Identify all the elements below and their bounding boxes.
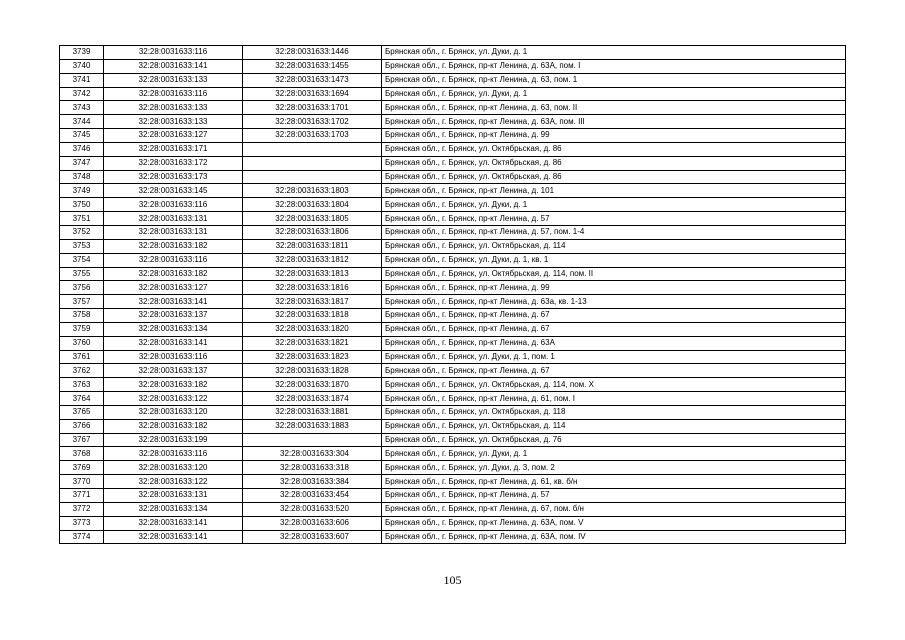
object-cadastral-number-cell: 32:28:0031633:1870 bbox=[243, 378, 382, 392]
address-cell: Брянская обл., г. Брянск, пр-кт Ленина, д. 63А bbox=[382, 336, 846, 350]
row-number-cell: 3749 bbox=[60, 184, 104, 198]
address-cell: Брянская обл., г. Брянск, пр-кт Ленина, д. 63А, пом. III bbox=[382, 115, 846, 129]
parcel-cadastral-number-cell: 32:28:0031633:116 bbox=[104, 447, 243, 461]
table-row bbox=[60, 59, 846, 73]
object-cadastral-number-cell: 32:28:0031633:1820 bbox=[243, 322, 382, 336]
address-cell: Брянская обл., г. Брянск, ул. Октябрьская, д. 86 bbox=[382, 170, 846, 184]
parcel-cadastral-number-cell: 32:28:0031633:116 bbox=[104, 198, 243, 212]
address-cell: Брянская обл., г. Брянск, ул. Октябрьская, д. 86 bbox=[382, 156, 846, 170]
row-number-cell: 3742 bbox=[60, 87, 104, 101]
object-cadastral-number-cell: 32:28:0031633:1881 bbox=[243, 405, 382, 419]
address-cell: Брянская обл., г. Брянск, пр-кт Ленина, д. 57 bbox=[382, 489, 846, 503]
address-cell: Брянская обл., г. Брянск, пр-кт Ленина, д. 63, пом. II bbox=[382, 101, 846, 115]
row-number-cell: 3747 bbox=[60, 156, 104, 170]
table-row bbox=[60, 142, 846, 156]
row-number-cell: 3774 bbox=[60, 530, 104, 544]
table-row bbox=[60, 419, 846, 433]
address-cell: Брянская обл., г. Брянск, ул. Дуки, д. 3, пом. 2 bbox=[382, 461, 846, 475]
table-row bbox=[60, 170, 846, 184]
parcel-cadastral-number-cell: 32:28:0031633:141 bbox=[104, 59, 243, 73]
table-row bbox=[60, 239, 846, 253]
table-row bbox=[60, 212, 846, 226]
object-cadastral-number-cell: 32:28:0031633:1803 bbox=[243, 184, 382, 198]
table-row bbox=[60, 322, 846, 336]
row-number-cell: 3763 bbox=[60, 378, 104, 392]
row-number-cell: 3748 bbox=[60, 170, 104, 184]
row-number-cell: 3762 bbox=[60, 364, 104, 378]
object-cadastral-number-cell: 32:28:0031633:1455 bbox=[243, 59, 382, 73]
parcel-cadastral-number-cell: 32:28:0031633:134 bbox=[104, 502, 243, 516]
parcel-cadastral-number-cell: 32:28:0031633:116 bbox=[104, 87, 243, 101]
table-row bbox=[60, 336, 846, 350]
address-cell: Брянская обл., г. Брянск, ул. Дуки, д. 1, кв. 1 bbox=[382, 253, 846, 267]
page-number: 105 bbox=[443, 573, 462, 587]
table-row bbox=[60, 405, 846, 419]
object-cadastral-number-cell: 32:28:0031633:1818 bbox=[243, 309, 382, 323]
object-cadastral-number-cell: 32:28:0031633:520 bbox=[243, 502, 382, 516]
object-cadastral-number-cell: 32:28:0031633:1812 bbox=[243, 253, 382, 267]
row-number-cell: 3760 bbox=[60, 336, 104, 350]
parcel-cadastral-number-cell: 32:28:0031633:116 bbox=[104, 350, 243, 364]
table-row bbox=[60, 101, 846, 115]
row-number-cell: 3764 bbox=[60, 392, 104, 406]
object-cadastral-number-cell: 32:28:0031633:1874 bbox=[243, 392, 382, 406]
row-number-cell: 3752 bbox=[60, 225, 104, 239]
row-number-cell: 3743 bbox=[60, 101, 104, 115]
row-number-cell: 3741 bbox=[60, 73, 104, 87]
address-cell: Брянская обл., г. Брянск, пр-кт Ленина, д. 63, пом. 1 bbox=[382, 73, 846, 87]
row-number-cell: 3769 bbox=[60, 461, 104, 475]
row-number-cell: 3766 bbox=[60, 419, 104, 433]
parcel-cadastral-number-cell: 32:28:0031633:173 bbox=[104, 170, 243, 184]
row-number-cell: 3754 bbox=[60, 253, 104, 267]
address-cell: Брянская обл., г. Брянск, ул. Октябрьская, д. 114 bbox=[382, 239, 846, 253]
parcel-cadastral-number-cell: 32:28:0031633:127 bbox=[104, 281, 243, 295]
object-cadastral-number-cell bbox=[243, 433, 382, 447]
address-cell: Брянская обл., г. Брянск, ул. Октябрьская, д. 118 bbox=[382, 405, 846, 419]
table-row bbox=[60, 364, 846, 378]
object-cadastral-number-cell: 32:28:0031633:606 bbox=[243, 516, 382, 530]
object-cadastral-number-cell: 32:28:0031633:607 bbox=[243, 530, 382, 544]
table-row bbox=[60, 475, 846, 489]
address-cell: Брянская обл., г. Брянск, пр-кт Ленина, д. 67 bbox=[382, 309, 846, 323]
parcel-cadastral-number-cell: 32:28:0031633:116 bbox=[104, 46, 243, 60]
row-number-cell: 3755 bbox=[60, 267, 104, 281]
table-row bbox=[60, 392, 846, 406]
row-number-cell: 3765 bbox=[60, 405, 104, 419]
parcel-cadastral-number-cell: 32:28:0031633:137 bbox=[104, 309, 243, 323]
object-cadastral-number-cell: 32:28:0031633:454 bbox=[243, 489, 382, 503]
object-cadastral-number-cell: 32:28:0031633:384 bbox=[243, 475, 382, 489]
object-cadastral-number-cell: 32:28:0031633:1816 bbox=[243, 281, 382, 295]
row-number-cell: 3758 bbox=[60, 309, 104, 323]
table-row bbox=[60, 115, 846, 129]
object-cadastral-number-cell: 32:28:0031633:1805 bbox=[243, 212, 382, 226]
address-cell: Брянская обл., г. Брянск, ул. Октябрьская, д. 114, пом. II bbox=[382, 267, 846, 281]
address-cell: Брянская обл., г. Брянск, ул. Дуки, д. 1, пом. 1 bbox=[382, 350, 846, 364]
table-row bbox=[60, 295, 846, 309]
parcel-cadastral-number-cell: 32:28:0031633:131 bbox=[104, 489, 243, 503]
parcel-cadastral-number-cell: 32:28:0031633:182 bbox=[104, 239, 243, 253]
object-cadastral-number-cell: 32:28:0031633:1694 bbox=[243, 87, 382, 101]
address-cell: Брянская обл., г. Брянск, ул. Октябрьская, д. 86 bbox=[382, 142, 846, 156]
table-row bbox=[60, 73, 846, 87]
address-cell: Брянская обл., г. Брянск, пр-кт Ленина, д. 67 bbox=[382, 364, 846, 378]
parcel-cadastral-number-cell: 32:28:0031633:137 bbox=[104, 364, 243, 378]
object-cadastral-number-cell: 32:28:0031633:304 bbox=[243, 447, 382, 461]
parcel-cadastral-number-cell: 32:28:0031633:122 bbox=[104, 475, 243, 489]
object-cadastral-number-cell bbox=[243, 156, 382, 170]
address-cell: Брянская обл., г. Брянск, ул. Дуки, д. 1 bbox=[382, 447, 846, 461]
table-row bbox=[60, 198, 846, 212]
address-cell: Брянская обл., г. Брянск, пр-кт Ленина, д. 63А, пом. I bbox=[382, 59, 846, 73]
row-number-cell: 3770 bbox=[60, 475, 104, 489]
object-cadastral-number-cell: 32:28:0031633:1701 bbox=[243, 101, 382, 115]
object-cadastral-number-cell: 32:28:0031633:318 bbox=[243, 461, 382, 475]
parcel-cadastral-number-cell: 32:28:0031633:120 bbox=[104, 461, 243, 475]
registry-table bbox=[59, 45, 846, 544]
object-cadastral-number-cell: 32:28:0031633:1883 bbox=[243, 419, 382, 433]
row-number-cell: 3768 bbox=[60, 447, 104, 461]
parcel-cadastral-number-cell: 32:28:0031633:199 bbox=[104, 433, 243, 447]
parcel-cadastral-number-cell: 32:28:0031633:120 bbox=[104, 405, 243, 419]
row-number-cell: 3750 bbox=[60, 198, 104, 212]
object-cadastral-number-cell: 32:28:0031633:1813 bbox=[243, 267, 382, 281]
row-number-cell: 3772 bbox=[60, 502, 104, 516]
table-row bbox=[60, 267, 846, 281]
row-number-cell: 3753 bbox=[60, 239, 104, 253]
table-row bbox=[60, 489, 846, 503]
row-number-cell: 3757 bbox=[60, 295, 104, 309]
row-number-cell: 3767 bbox=[60, 433, 104, 447]
table-row bbox=[60, 184, 846, 198]
table-row bbox=[60, 447, 846, 461]
object-cadastral-number-cell: 32:28:0031633:1446 bbox=[243, 46, 382, 60]
parcel-cadastral-number-cell: 32:28:0031633:141 bbox=[104, 516, 243, 530]
address-cell: Брянская обл., г. Брянск, ул. Дуки, д. 1 bbox=[382, 87, 846, 101]
object-cadastral-number-cell bbox=[243, 170, 382, 184]
parcel-cadastral-number-cell: 32:28:0031633:122 bbox=[104, 392, 243, 406]
table-row bbox=[60, 46, 846, 60]
parcel-cadastral-number-cell: 32:28:0031633:141 bbox=[104, 530, 243, 544]
parcel-cadastral-number-cell: 32:28:0031633:141 bbox=[104, 336, 243, 350]
address-cell: Брянская обл., г. Брянск, пр-кт Ленина, д. 99 bbox=[382, 281, 846, 295]
address-cell: Брянская обл., г. Брянск, пр-кт Ленина, д. 63А, пом. V bbox=[382, 516, 846, 530]
row-number-cell: 3744 bbox=[60, 115, 104, 129]
parcel-cadastral-number-cell: 32:28:0031633:141 bbox=[104, 295, 243, 309]
object-cadastral-number-cell: 32:28:0031633:1804 bbox=[243, 198, 382, 212]
object-cadastral-number-cell: 32:28:0031633:1806 bbox=[243, 225, 382, 239]
parcel-cadastral-number-cell: 32:28:0031633:182 bbox=[104, 378, 243, 392]
row-number-cell: 3771 bbox=[60, 489, 104, 503]
table-row bbox=[60, 253, 846, 267]
address-cell: Брянская обл., г. Брянск, пр-кт Ленина, д. 99 bbox=[382, 129, 846, 143]
parcel-cadastral-number-cell: 32:28:0031633:171 bbox=[104, 142, 243, 156]
row-number-cell: 3773 bbox=[60, 516, 104, 530]
row-number-cell: 3739 bbox=[60, 46, 104, 60]
table-row bbox=[60, 378, 846, 392]
parcel-cadastral-number-cell: 32:28:0031633:133 bbox=[104, 73, 243, 87]
object-cadastral-number-cell: 32:28:0031633:1702 bbox=[243, 115, 382, 129]
row-number-cell: 3751 bbox=[60, 212, 104, 226]
object-cadastral-number-cell: 32:28:0031633:1821 bbox=[243, 336, 382, 350]
table-row bbox=[60, 87, 846, 101]
row-number-cell: 3740 bbox=[60, 59, 104, 73]
table-row bbox=[60, 530, 846, 544]
parcel-cadastral-number-cell: 32:28:0031633:182 bbox=[104, 419, 243, 433]
table-row bbox=[60, 433, 846, 447]
row-number-cell: 3759 bbox=[60, 322, 104, 336]
registry-table-body bbox=[60, 46, 846, 544]
address-cell: Брянская обл., г. Брянск, пр-кт Ленина, д. 57, пом. 1-4 bbox=[382, 225, 846, 239]
parcel-cadastral-number-cell: 32:28:0031633:133 bbox=[104, 101, 243, 115]
address-cell: Брянская обл., г. Брянск, пр-кт Ленина, д. 63а, кв. 1-13 bbox=[382, 295, 846, 309]
table-row bbox=[60, 225, 846, 239]
row-number-cell: 3745 bbox=[60, 129, 104, 143]
address-cell: Брянская обл., г. Брянск, пр-кт Ленина, д. 67, пом. б/н bbox=[382, 502, 846, 516]
parcel-cadastral-number-cell: 32:28:0031633:182 bbox=[104, 267, 243, 281]
table-row bbox=[60, 516, 846, 530]
object-cadastral-number-cell: 32:28:0031633:1473 bbox=[243, 73, 382, 87]
address-cell: Брянская обл., г. Брянск, пр-кт Ленина, д. 61, кв. б/н bbox=[382, 475, 846, 489]
address-cell: Брянская обл., г. Брянск, ул. Октябрьская, д. 76 bbox=[382, 433, 846, 447]
address-cell: Брянская обл., г. Брянск, ул. Дуки, д. 1 bbox=[382, 46, 846, 60]
row-number-cell: 3756 bbox=[60, 281, 104, 295]
address-cell: Брянская обл., г. Брянск, пр-кт Ленина, д. 63А, пом. IV bbox=[382, 530, 846, 544]
parcel-cadastral-number-cell: 32:28:0031633:127 bbox=[104, 129, 243, 143]
object-cadastral-number-cell: 32:28:0031633:1817 bbox=[243, 295, 382, 309]
parcel-cadastral-number-cell: 32:28:0031633:145 bbox=[104, 184, 243, 198]
object-cadastral-number-cell: 32:28:0031633:1828 bbox=[243, 364, 382, 378]
object-cadastral-number-cell: 32:28:0031633:1703 bbox=[243, 129, 382, 143]
row-number-cell: 3761 bbox=[60, 350, 104, 364]
object-cadastral-number-cell bbox=[243, 142, 382, 156]
parcel-cadastral-number-cell: 32:28:0031633:116 bbox=[104, 253, 243, 267]
address-cell: Брянская обл., г. Брянск, пр-кт Ленина, д. 67 bbox=[382, 322, 846, 336]
parcel-cadastral-number-cell: 32:28:0031633:131 bbox=[104, 225, 243, 239]
address-cell: Брянская обл., г. Брянск, ул. Октябрьская, д. 114, пом. X bbox=[382, 378, 846, 392]
parcel-cadastral-number-cell: 32:28:0031633:172 bbox=[104, 156, 243, 170]
table-row bbox=[60, 502, 846, 516]
address-cell: Брянская обл., г. Брянск, пр-кт Ленина, д. 61, пом. I bbox=[382, 392, 846, 406]
parcel-cadastral-number-cell: 32:28:0031633:131 bbox=[104, 212, 243, 226]
object-cadastral-number-cell: 32:28:0031633:1823 bbox=[243, 350, 382, 364]
address-cell: Брянская обл., г. Брянск, пр-кт Ленина, д. 101 bbox=[382, 184, 846, 198]
address-cell: Брянская обл., г. Брянск, ул. Дуки, д. 1 bbox=[382, 198, 846, 212]
table-row bbox=[60, 309, 846, 323]
table-row bbox=[60, 281, 846, 295]
parcel-cadastral-number-cell: 32:28:0031633:133 bbox=[104, 115, 243, 129]
table-row bbox=[60, 156, 846, 170]
row-number-cell: 3746 bbox=[60, 142, 104, 156]
table-row bbox=[60, 461, 846, 475]
parcel-cadastral-number-cell: 32:28:0031633:134 bbox=[104, 322, 243, 336]
address-cell: Брянская обл., г. Брянск, ул. Октябрьская, д. 114 bbox=[382, 419, 846, 433]
address-cell: Брянская обл., г. Брянск, пр-кт Ленина, д. 57 bbox=[382, 212, 846, 226]
table-row bbox=[60, 129, 846, 143]
object-cadastral-number-cell: 32:28:0031633:1811 bbox=[243, 239, 382, 253]
table-row bbox=[60, 350, 846, 364]
